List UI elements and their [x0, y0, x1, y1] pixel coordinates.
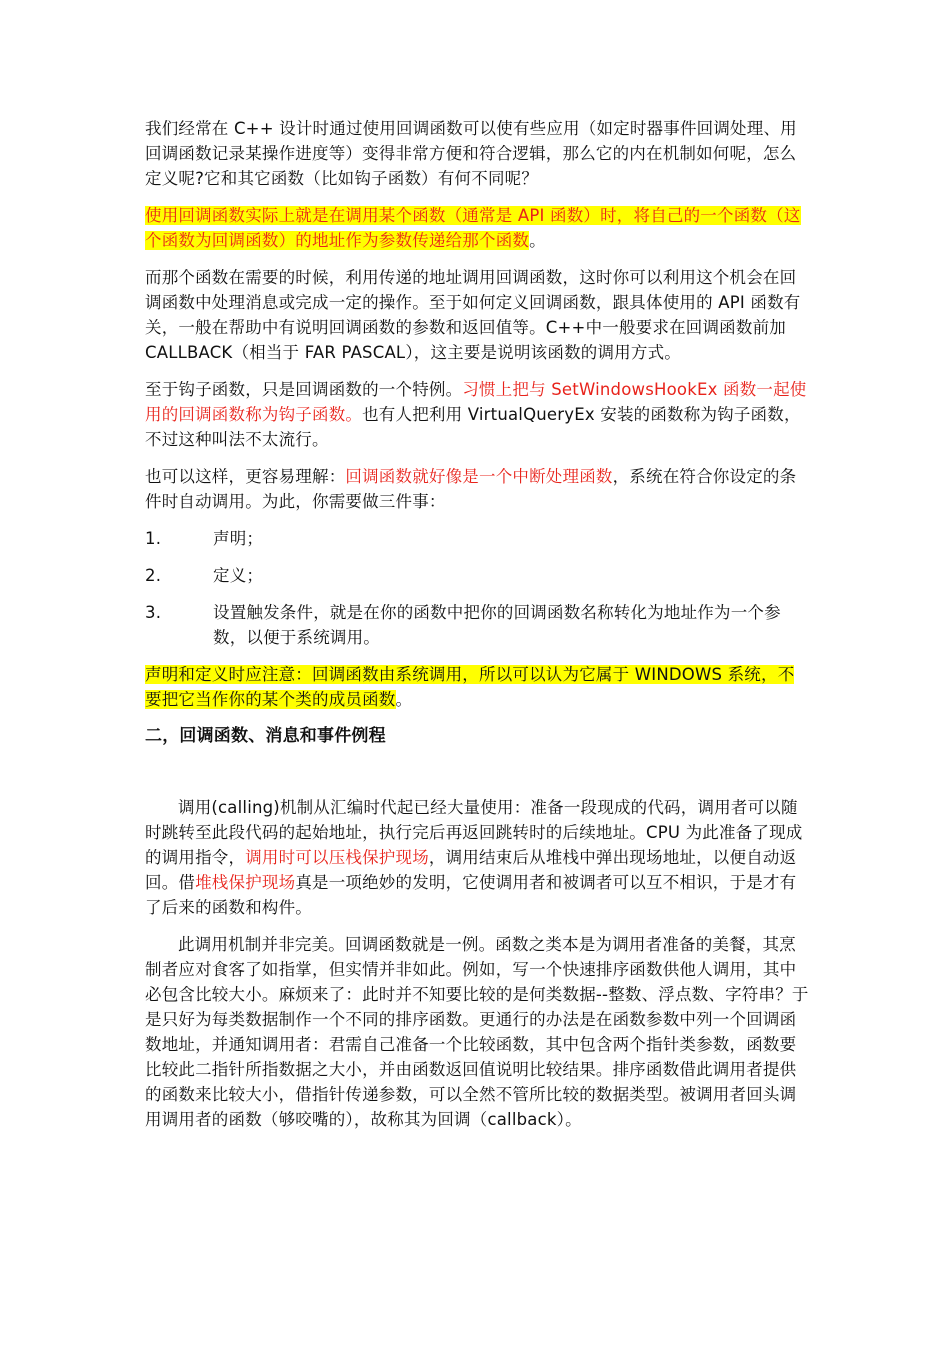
- document-page: [145, 116, 810, 1132]
- list-item: [145, 563, 810, 588]
- note-highlight: 声明和定义时应注意：回调函数由系统调用，所以可以认为它属于 WINDOWS 系统，不要把它当作你的某个类的成员函数: [145, 665, 795, 709]
- list-number: 2.: [145, 566, 162, 585]
- hook-red-text: 习惯上把与 SetWindowsHookEx 函数一起使用的回调函数称为钩子函数。: [145, 380, 807, 424]
- calling-red-1: 调用时可以压栈保护现场: [245, 848, 429, 867]
- definition-end: 。: [529, 231, 546, 250]
- interrupt-end: ，系统在符合你设定的条件时自动调用。为此，你需要做三件事：: [145, 467, 797, 511]
- usage-paragraph: 而那个函数在需要的时候，利用传递的地址调用回调函数，这时你可以利用这个机会在回调函数中处理消息或完成一定的操作。至于如何定义回调函数，跟具体使用的 API 函数有关，一般在帮助中有说明回调函数的参数和返回值等。C++中一般要求在回调函数前加 CALLBACK（相当于 FAR PASCAL），这主要是说明该函数的调用方式。: [145, 268, 801, 362]
- list-item: [145, 600, 810, 650]
- calling-paragraph: [145, 795, 810, 920]
- callback-paragraph: 此调用机制并非完美。回调函数就是一例。函数之类本是为调用者准备的美餐，其烹制者应对食客了如指掌，但实情并非如此。例如，写一个快速排序函数供他人调用，其中必包含比较大小。麻烦来了：此时并不知要比较的是何类数据--整数、浮点数、字符串？于是只好为每类数据制作一个不同的排序函数。更通行的办法是在函数参数中列一个回调函数地址，并通知调用者：君需自己准备一个比较函数，其中包含两个指针类参数，函数要比较此二指针所指数据之大小，并由函数返回值说明比较结果。排序函数借此调用者提供的函数来比较大小，借指针传递参数，可以全然不管所比较的数据类型。被调用者回头调用调用者的函数（够咬嘴的），故称其为回调（callback）。: [145, 935, 809, 1129]
- interrupt-start: 也可以这样，更容易理解：: [145, 467, 346, 486]
- calling-a: 调用(calling)机制从汇编时代起已经大量使用：准备一段现成的代码，调用者可以随时跳转至此段代码的起始地址，执行完后再返回跳转时的后续地址。CPU 为此准备了现成的调用指令，: [145, 798, 803, 867]
- definition-paragraph: [145, 203, 810, 253]
- list-number: 3.: [145, 603, 162, 622]
- list-item: [145, 526, 810, 551]
- list-text: 定义；: [213, 566, 264, 585]
- note-paragraph: [145, 662, 810, 712]
- calling-b: ，调用结束后从堆栈中弹出现场地址，以便自动返回。借: [145, 848, 797, 892]
- hook-end: 也有人把利用 VirtualQueryEx 安装的函数称为钩子函数，不过这种叫法不太流行。: [145, 405, 801, 449]
- list-text: 声明；: [213, 529, 264, 548]
- interrupt-red-text: 回调函数就好像是一个中断处理函数: [345, 467, 613, 486]
- interrupt-paragraph: [145, 464, 810, 514]
- intro-paragraph: 我们经常在 C++ 设计时通过使用回调函数可以使有些应用（如定时器事件回调处理、用回调函数记录某操作进度等）变得非常方便和符合逻辑，那么它的内在机制如何呢，怎么定义呢?它和其它函数（比如钩子函数）有何不同呢？: [145, 119, 797, 188]
- calling-c: 真是一项绝妙的发明，它使调用者和被调者可以互不相识，于是才有了后来的函数和构件。: [145, 873, 797, 917]
- section-heading: 二，回调函数、消息和事件例程: [145, 726, 386, 746]
- list-text: 设置触发条件，就是在你的函数中把你的回调函数名称转化为地址作为一个参数，以便于系统调用。: [213, 603, 781, 647]
- hook-start: 至于钩子函数，只是回调函数的一个特例。: [145, 380, 463, 399]
- list-number: 1.: [145, 529, 162, 548]
- definition-highlight: 使用回调函数实际上就是在调用某个函数（通常是 API 函数）时，将自己的一个函数（这个函数为回调函数）的地址作为参数传递给那个函数: [145, 206, 801, 250]
- note-end: 。: [395, 690, 413, 709]
- hook-paragraph: [145, 377, 810, 452]
- calling-red-2: 堆栈保护现场: [195, 873, 296, 892]
